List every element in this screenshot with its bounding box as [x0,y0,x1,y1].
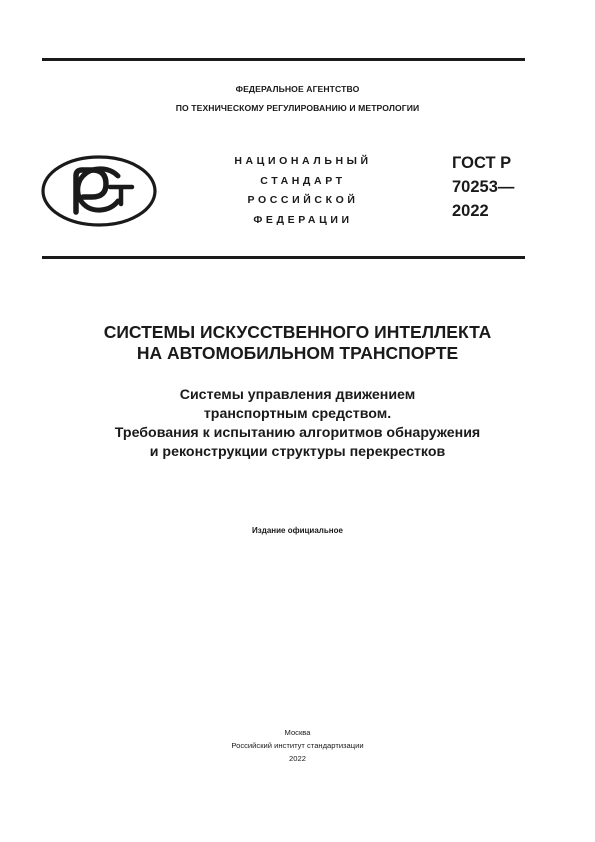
gost-line-1: ГОСТ Р [452,154,512,172]
gost-designation [452,151,514,223]
standard-type-line-3: РОССИЙСКОЙ [247,194,359,206]
rst-mark-icon [40,154,158,228]
middle-rule [42,256,525,259]
top-rule [42,58,525,61]
subtitle-line-3: Требования к испытанию алгоритмов обнаружения [114,425,481,441]
subtitle-line-1: Системы управления движением [179,387,416,403]
document-title [0,322,595,364]
agency-header [0,80,595,118]
subtitle-line-4: и реконструкции структуры перекрестков [149,444,446,460]
subtitle-line-2: транспортным средством. [203,406,392,422]
standard-type-line-2: СТАНДАРТ [260,174,346,187]
edition-note: Издание официальное [252,526,343,535]
imprint-publisher: Российский институт стандартизации [231,741,364,750]
title-line-2: НА АВТОМОБИЛЬНОМ ТРАНСПОРТЕ [136,343,459,363]
gost-line-3: 2022 [452,202,489,220]
imprint-city: Москва [284,728,311,737]
agency-line-2: ПО ТЕХНИЧЕСКОМУ РЕГУЛИРОВАНИЮ И МЕТРОЛОГИИ [175,103,420,113]
standard-type-line-4: ФЕДЕРАЦИИ [253,213,353,226]
agency-line-1: ФЕДЕРАЛЬНОЕ АГЕНТСТВО [235,84,360,94]
title-line-1: СИСТЕМЫ ИСКУССТВЕННОГО ИНТЕЛЛЕКТА [103,322,492,342]
imprint-year: 2022 [289,754,306,763]
standard-type [208,152,398,230]
imprint [0,726,595,765]
gost-line-2: 70253— [452,178,515,196]
document-subtitle [0,386,595,462]
standard-type-line-1: НАЦИОНАЛЬНЫЙ [234,155,372,167]
